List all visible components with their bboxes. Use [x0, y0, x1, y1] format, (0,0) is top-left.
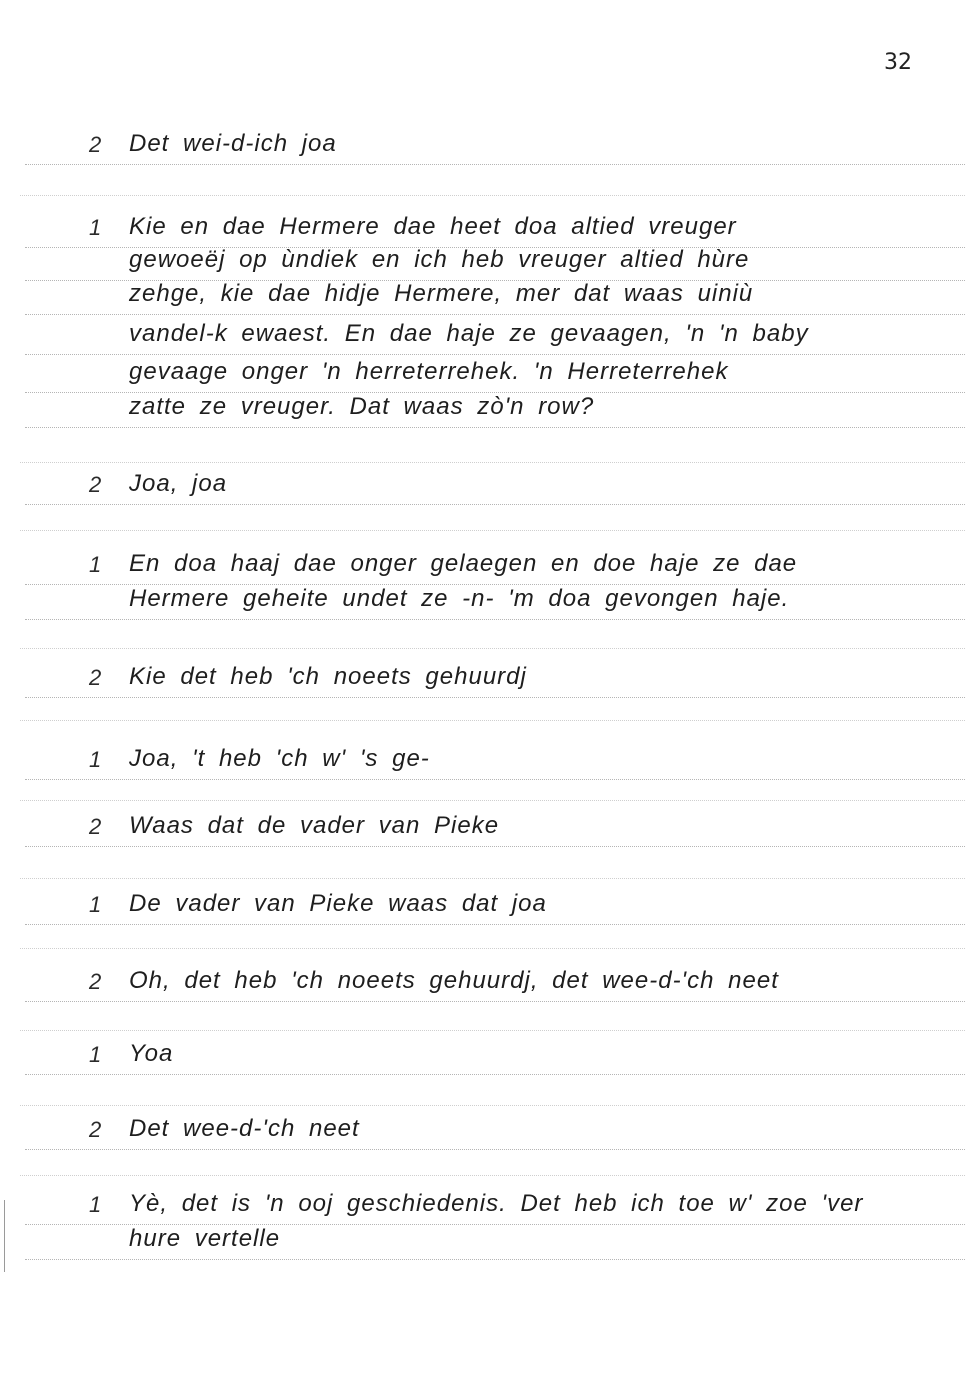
- transcript-line: [25, 278, 965, 315]
- speaker-number: 1: [89, 215, 102, 240]
- transcript-line: [25, 1188, 965, 1225]
- ruled-line: [20, 195, 965, 196]
- transcript-line: [25, 810, 965, 847]
- ruled-line: [20, 1030, 965, 1031]
- transcript-line: [25, 468, 965, 505]
- speaker-number: 2: [89, 1117, 102, 1142]
- ruled-line: [20, 1175, 965, 1176]
- transcript-line: [25, 583, 965, 620]
- speaker-number: 2: [89, 665, 102, 690]
- line-text: Kie en dae Hermere dae heet doa altied vreuger: [129, 213, 737, 240]
- ruled-line: [20, 530, 965, 531]
- line-text: Waas dat de vader van Pieke: [129, 812, 500, 839]
- line-text: Det wee-d-'ch neet: [129, 1115, 360, 1142]
- ruled-line: [20, 800, 965, 801]
- speaker-number: 1: [89, 892, 102, 917]
- speaker-number: 2: [89, 132, 102, 157]
- speaker-number: 2: [89, 814, 102, 839]
- transcript-line: [25, 356, 965, 393]
- line-text: Yoa: [129, 1040, 174, 1067]
- line-text: Kie det heb 'ch noeets gehuurdj: [129, 663, 527, 690]
- margin-mark: [4, 1200, 5, 1272]
- ruled-line: [20, 1105, 965, 1106]
- transcript-line: [25, 1038, 965, 1075]
- transcript-line: [25, 743, 965, 780]
- line-text: hure vertelle: [129, 1225, 281, 1252]
- line-text: Oh, det heb 'ch noeets gehuurdj, det wee-d-'ch neet: [129, 967, 779, 994]
- speaker-number: 2: [89, 969, 102, 994]
- line-text: Joa, 't heb 'ch w' 's ge-: [129, 745, 430, 772]
- line-text: zehge, kie dae hidje Hermere, mer dat waas uiniù: [129, 280, 754, 307]
- line-text: gewoeëj op ùndiek en ich heb vreuger altied hùre: [129, 246, 750, 273]
- transcript-line: [25, 1113, 965, 1150]
- line-text: Yè, det is 'n ooj geschiedenis. Det heb ich toe w' zoe 'ver: [129, 1190, 864, 1217]
- transcript-line: [25, 1223, 965, 1260]
- line-text: Joa, joa: [129, 470, 228, 497]
- speaker-number: 1: [89, 1042, 102, 1067]
- ruled-line: [20, 948, 965, 949]
- speaker-number: 1: [89, 747, 102, 772]
- transcript-line: [25, 244, 965, 281]
- ruled-line: [20, 648, 965, 649]
- transcript-line: [25, 318, 965, 355]
- transcript-line: [25, 211, 965, 248]
- line-text: vandel-k ewaest. En dae haje ze gevaagen, 'n 'n baby: [129, 320, 809, 347]
- ruled-line: [20, 720, 965, 721]
- ruled-line: [20, 878, 965, 879]
- transcript-line: [25, 128, 965, 165]
- line-text: En doa haaj dae onger gelaegen en doe haje ze dae: [129, 550, 798, 577]
- transcript-line: [25, 548, 965, 585]
- page-number: 32: [884, 50, 912, 75]
- ruled-line: [20, 462, 965, 463]
- transcript-line: [25, 888, 965, 925]
- line-text: Det wei-d-ich joa: [129, 130, 337, 157]
- transcript-line: [25, 661, 965, 698]
- transcript-line: [25, 391, 965, 428]
- transcript-line: [25, 965, 965, 1002]
- line-text: gevaage onger 'n herreterrehek. 'n Herreterrehek: [129, 358, 729, 385]
- speaker-number: 1: [89, 1192, 102, 1217]
- speaker-number: 2: [89, 472, 102, 497]
- line-text: zatte ze vreuger. Dat waas zò'n row?: [129, 393, 595, 420]
- line-text: De vader van Pieke waas dat joa: [129, 890, 547, 917]
- line-text: Hermere geheite undet ze -n- 'm doa gevongen haje.: [129, 585, 790, 612]
- speaker-number: 1: [89, 552, 102, 577]
